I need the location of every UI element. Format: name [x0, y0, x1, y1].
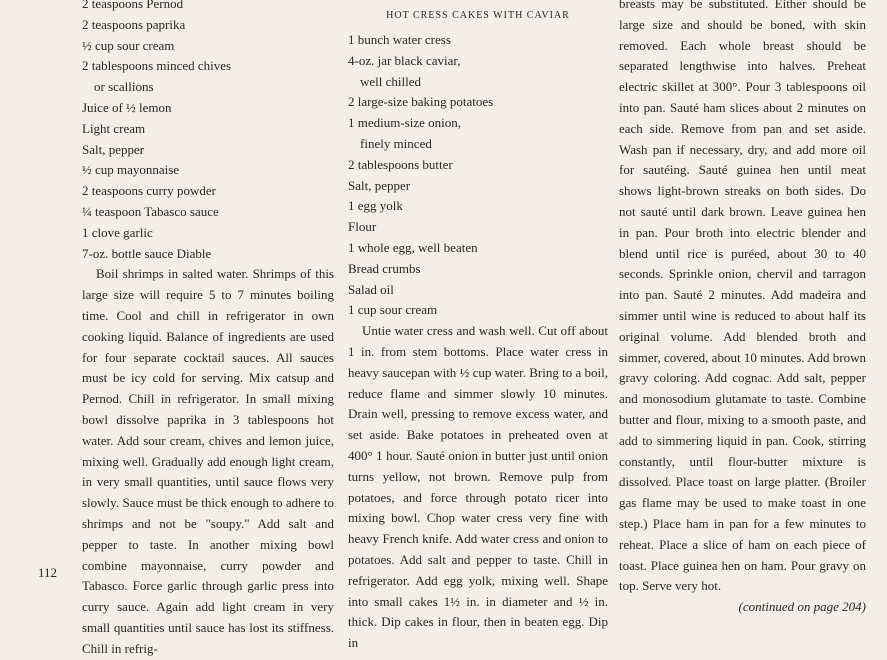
ingredient: 2 large-size baking potatoes: [348, 94, 494, 110]
column-left: [82, 0, 334, 660]
ingredient: 2 tablespoons minced chives: [82, 58, 232, 74]
ingredient-continuation: finely minced: [360, 135, 432, 151]
ingredient: 1 bunch water cress: [348, 32, 451, 47]
column-middle: [348, 0, 608, 654]
ingredient: ½ cup sour cream: [82, 37, 175, 53]
ingredient: Juice of ½ lemon: [82, 99, 172, 115]
ingredient: Bread crumbs: [348, 260, 421, 276]
ingredient: 1 clove garlic: [82, 224, 153, 240]
ingredient: Flour: [348, 219, 377, 235]
ingredient: 4-oz. jar black caviar,: [348, 52, 461, 68]
ingredient: 1 cup sour cream: [348, 302, 438, 318]
ingredient: Salad oil: [348, 281, 394, 297]
ingredient-list: [348, 30, 608, 321]
ingredient: 2 teaspoons curry powder: [82, 183, 216, 199]
ingredient: ½ cup mayonnaise: [82, 162, 180, 178]
recipe-instructions: breasts may be substituted. Either should be large size and should be boned, with skin removed. Each whole breast should be separated lengthwise into halves. Preheat electric skillet at 300°. Pour 3 tablespoons oil into pan. Sauté ham slices about 2 minutes on each side. Remove from pan and set aside. Wash pan if necessary, dry, and add more oil for sautéing. Sauté guinea hen until meat shows light-brown streaks on both sides. Do not sauté until dark brown. Leave guinea hen in pan. Pour broth into electric blender and blend until rice is puréed, about 30 to 40 seconds. Sprinkle onion, chervil and tarragon into pan. Sauté 2 minutes. Add madeira and simmer until wine is reduced to about half its original volume. Add blended broth and simmer, covered, about 10 minutes. Add brown gravy coloring. Add cognac. Add salt, pepper and monosodium glutamate to taste. Combine butter and flour, mixing to a smooth paste, and add to simmering liquid in pan. Cook, stirring constantly, until flour-butter mixture is dissolved. Place toast on large platter. (Broiler gas flame may be used to make toast in one step.) Place ham in pan for a few minutes to reheat. Place a slice of ham on each piece of toast. Place guinea hen on ham. Pour gravy on top. Serve very hot.: [619, 0, 866, 594]
ingredient: Light cream: [82, 120, 146, 136]
ingredient: 1 medium-size onion,: [348, 115, 462, 131]
ingredient-list: [82, 0, 334, 264]
ingredient: Salt, pepper: [348, 177, 411, 193]
ingredient: 7-oz. bottle sauce Diable: [82, 245, 212, 261]
ingredient: 1 whole egg, well beaten: [348, 239, 478, 255]
ingredient: 2 tablespoons butter: [348, 156, 453, 172]
continued-note: (continued on page 204): [738, 599, 866, 615]
ingredient: Salt, pepper: [82, 141, 145, 157]
column-right: [619, 0, 866, 618]
ingredient-continuation: or scallions: [94, 79, 154, 95]
ingredient: 2 teaspoons paprika: [82, 16, 186, 32]
page-number: 112: [38, 565, 58, 580]
recipe-instructions: Untie water cress and wash well. Cut off about 1 in. from stem bottoms. Place water cress in heavy saucepan with ½ cup water. Bring to a boil, reduce flame and simmer slowly 10 minutes. Drain well, pressing to remove excess water, and set aside. Bake potatoes in preheated oven at 400° 1 hour. Sauté onion in butter just until onion turns yellow, not brown. Remove pulp from potatoes, and force through potato ricer into mixing bowl. Chop water cress very fine with heavy French knife. Add water cress and onion to potatoes. Add salt and pepper to taste. Chill in refrigerator. Add egg yolk, mixing well. Shape into small cakes 1½ in. in diameter and ½ in. thick. Dip cakes in flour, then in beaten egg. Dip in: [348, 323, 608, 651]
recipe-instructions: Boil shrimps in salted water. Shrimps of this large size will require 5 to 7 minutes boiling time. Cool and chill in refrigerator in own cooking liquid. Balance of ingredients are used for four separate cocktail sauces. All sauces must be icy cold for serving. Mix catsup and Pernod. Chill in refrigerator. In small mixing bowl dissolve paprika in 3 tablespoons hot water. Add sour cream, chives and lemon juice, mixing well. Gradually add enough light cream, in very small quantities, until sauce flows very slowly. Sauce must be thick enough to adhere to shrimps and not be "soupy." Add salt and pepper to taste. In another mixing bowl combine mayonnaise, curry powder and Tabasco. Force garlic through garlic press into curry sauce. Again add light cream in very small quantities until sauce has lost its stiffness. Chill in refrig-: [82, 266, 334, 656]
recipe-title: HOT CRESS CAKES WITH CAVIAR: [386, 10, 570, 21]
ingredient-continuation: well chilled: [360, 73, 422, 89]
ingredient: ¼ teaspoon Tabasco sauce: [82, 203, 219, 219]
ingredient: 1 egg yolk: [348, 198, 403, 214]
ingredient: 2 teaspoons Pernod: [82, 0, 184, 11]
